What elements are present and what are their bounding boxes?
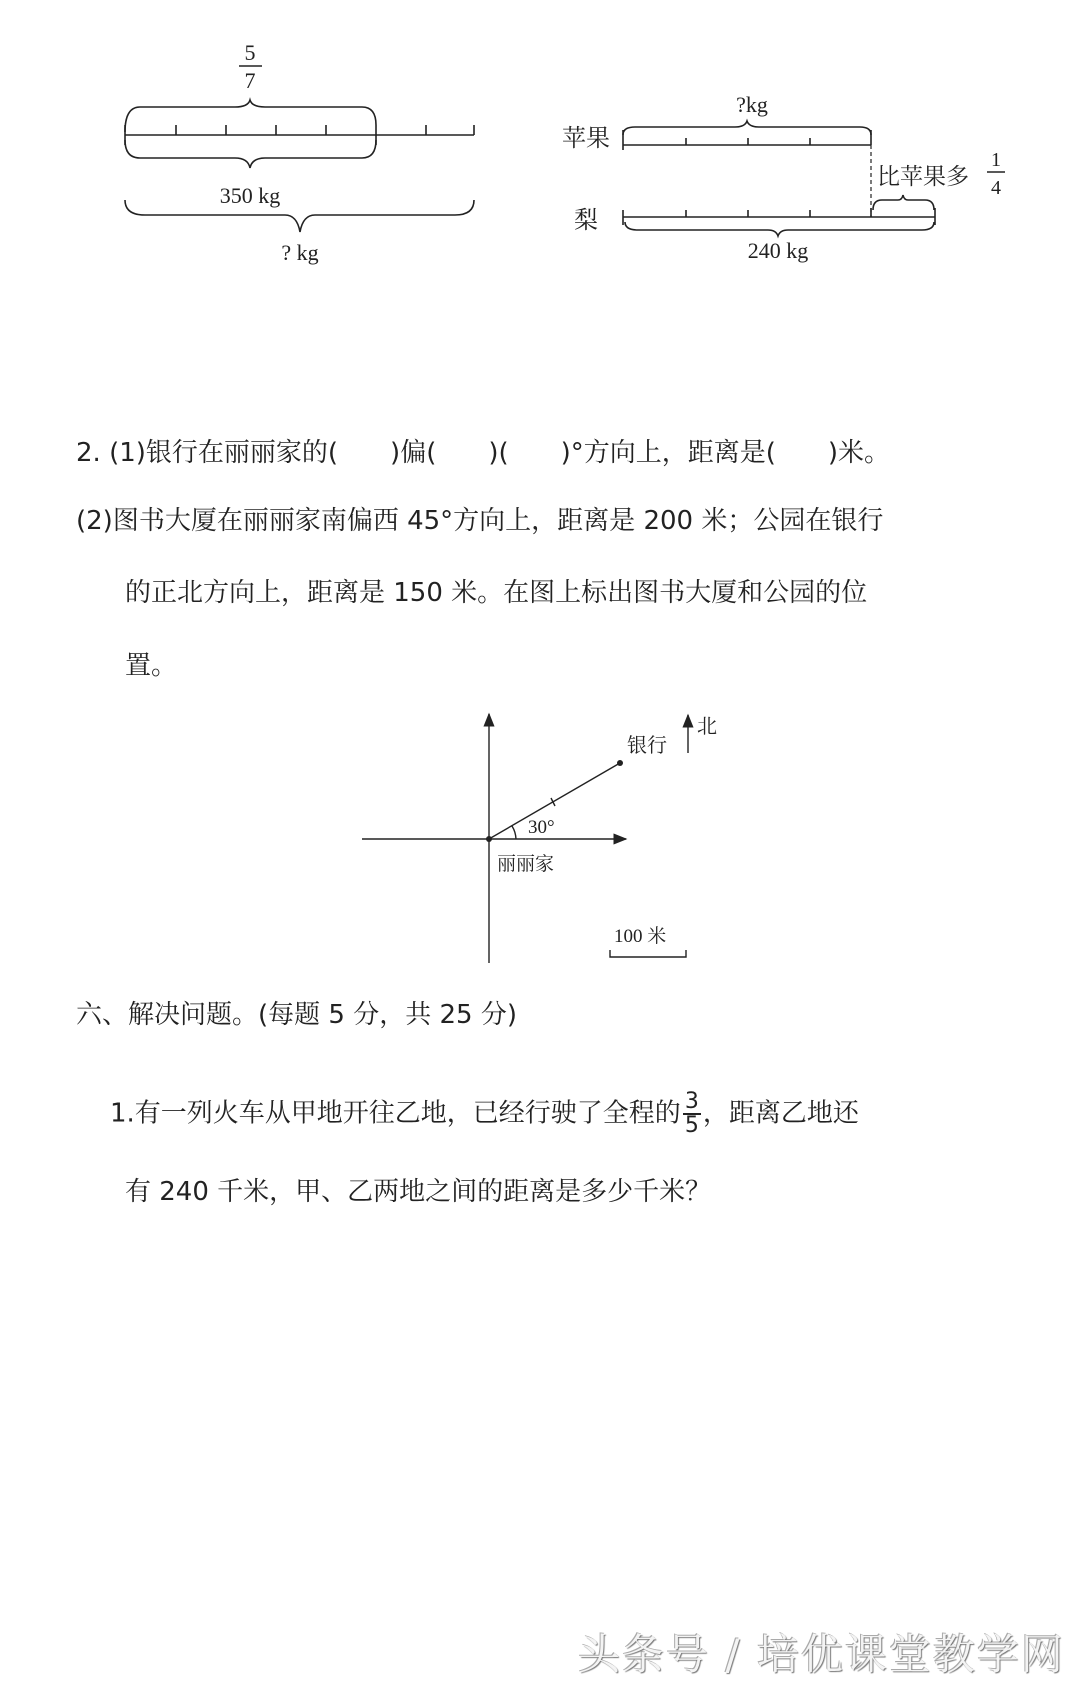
scale-bar: [610, 950, 686, 957]
bank-label: 银行: [627, 735, 667, 757]
apple-amount: ?kg: [736, 92, 768, 117]
fraction-numerator: 3: [684, 1089, 699, 1114]
more-frac-num: 1: [991, 149, 1001, 171]
apple-label: 苹果: [562, 126, 610, 152]
pear-amount: 240 kg: [747, 238, 809, 263]
total-brace: [125, 200, 474, 232]
extra-brace: [873, 195, 934, 210]
problem-1-line-1: [110, 1091, 859, 1137]
question-2-part-2-line-1: (2)图书大厦在丽丽家南偏西 45°方向上，距离是 200 米；公园在银行: [76, 506, 884, 536]
section-6-heading: 六、解决问题。(每题 5 分，共 25 分): [76, 1000, 517, 1030]
pear-brace: [625, 222, 934, 236]
left-segment-diagram: [0, 0, 540, 280]
top-brace: [125, 100, 376, 145]
problem-1-text-pre: 1.有一列火车从甲地开往乙地，已经行驶了全程的: [110, 1098, 681, 1129]
question-2-part-2-line-2: 的正北方向上，距离是 150 米。在图上标出图书大厦和公园的位: [125, 578, 868, 608]
fraction-numerator: 5: [244, 40, 256, 65]
pear-label: 梨: [574, 208, 598, 234]
fraction-denominator: 5: [684, 1113, 699, 1138]
angle-arc: [512, 826, 516, 839]
part-brace: [125, 140, 376, 168]
north-label: 北: [697, 716, 717, 738]
more-text: 比苹果多: [877, 164, 969, 189]
right-segment-diagram: [540, 0, 1080, 280]
question-2-part-1: 2. (1)银行在丽丽家的( )偏( )( )°方向上，距离是( )米。: [76, 438, 891, 468]
part-label: 350 kg: [219, 183, 281, 208]
problem-1-text-post: ，距离乙地还: [702, 1098, 859, 1129]
home-label: 丽丽家: [497, 854, 555, 875]
more-frac-den: 4: [991, 177, 1001, 199]
problem-1-line-2: 有 240 千米，甲、乙两地之间的距离是多少千米？: [125, 1177, 712, 1207]
direction-map: [340, 700, 720, 970]
problem-1-fraction: [683, 1091, 701, 1137]
apple-brace: [623, 121, 871, 135]
scale-label: 100 米: [614, 926, 667, 947]
total-label: ? kg: [281, 240, 319, 265]
watermark: 头条号 / 培优课堂教学网: [578, 1630, 1065, 1679]
question-2-part-2-line-3: 置。: [125, 651, 178, 681]
fraction-denominator: 7: [244, 68, 256, 93]
angle-label: 30°: [528, 817, 555, 838]
